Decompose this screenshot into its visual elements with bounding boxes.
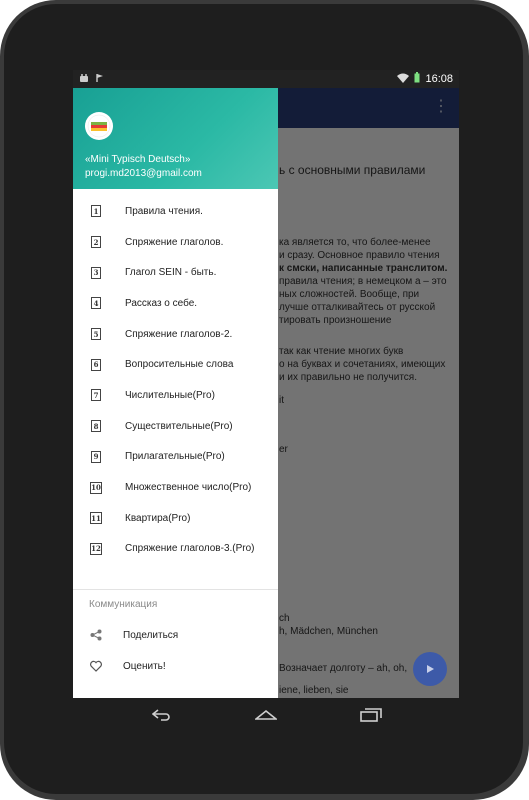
rate-label: Оценить!	[123, 660, 166, 672]
recents-button[interactable]	[358, 706, 384, 724]
menu-item-label: Квартира(Pro)	[125, 512, 191, 524]
menu-item-label: Спряжение глаголов-3.(Pro)	[125, 543, 255, 555]
menu-item-verb-sein[interactable]	[73, 257, 278, 288]
menu-item-label: Спряжение глаголов-2.	[125, 328, 233, 340]
share-icon	[89, 628, 103, 642]
drawer-menu	[73, 196, 278, 564]
wifi-icon	[397, 73, 409, 86]
menu-item-apartment[interactable]	[73, 503, 278, 534]
menu-item-label: Спряжение глаголов.	[125, 236, 224, 248]
number-9-icon: 9	[91, 451, 101, 463]
home-button[interactable]	[253, 706, 279, 724]
system-nav-bar	[73, 698, 459, 732]
number-6-icon: 6	[91, 359, 101, 371]
number-2-icon: 2	[91, 236, 101, 248]
menu-item-verb-conjugation[interactable]	[73, 227, 278, 258]
menu-item-verb-conjugation-2[interactable]	[73, 319, 278, 350]
battery-icon	[414, 72, 420, 86]
menu-item-reading-rules[interactable]	[73, 196, 278, 227]
menu-item-question-words[interactable]	[73, 349, 278, 380]
menu-item-label: Рассказ о себе.	[125, 297, 198, 309]
number-5-icon: 5	[91, 328, 101, 340]
menu-item-adjectives[interactable]	[73, 442, 278, 473]
number-10-icon: 10	[91, 483, 101, 493]
communication-section-title: Коммуникация	[89, 599, 158, 610]
menu-item-label: Числительные(Pro)	[125, 389, 215, 401]
number-4-icon: 4	[91, 297, 101, 309]
menu-item-plural[interactable]	[73, 472, 278, 503]
play-fab-button[interactable]	[413, 652, 447, 686]
menu-item-label: Вопросительные слова	[125, 359, 234, 371]
app-name: «Mini Typisch Deutsch»	[85, 154, 191, 165]
number-7-icon: 7	[91, 389, 101, 401]
app-logo	[85, 112, 113, 140]
back-button[interactable]	[149, 706, 175, 724]
menu-item-label: Глагол SEIN - быть.	[125, 267, 217, 279]
android-notification-icon	[79, 73, 89, 86]
menu-item-verb-conjugation-3[interactable]	[73, 534, 278, 565]
menu-divider	[73, 589, 278, 590]
menu-item-nouns[interactable]	[73, 411, 278, 442]
number-11-icon: 11	[91, 513, 101, 523]
menu-item-label: Множественное число(Pro)	[125, 482, 252, 494]
number-8-icon: 8	[91, 420, 101, 432]
menu-item-label: Правила чтения.	[125, 205, 203, 217]
clock: 16:08	[425, 73, 453, 85]
number-12-icon: 12	[91, 544, 101, 554]
recents-icon	[360, 708, 382, 722]
flag-notification-icon	[95, 73, 105, 86]
menu-item-numerals[interactable]	[73, 380, 278, 411]
menu-item-label: Существительные(Pro)	[125, 420, 233, 432]
screen	[73, 70, 459, 698]
rate-button[interactable]	[73, 651, 278, 681]
navigation-drawer	[73, 88, 278, 698]
menu-item-about-me[interactable]	[73, 288, 278, 319]
share-button[interactable]	[73, 620, 278, 650]
status-bar	[73, 70, 459, 88]
number-3-icon: 3	[91, 267, 101, 279]
home-icon	[255, 709, 277, 721]
heart-icon	[89, 659, 103, 673]
number-1-icon: 1	[91, 205, 101, 217]
account-email: progi.md2013@gmail.com	[85, 168, 202, 179]
drawer-header	[73, 88, 278, 189]
share-label: Поделиться	[123, 629, 179, 641]
play-icon	[425, 664, 435, 674]
back-icon	[152, 709, 172, 721]
menu-item-label: Прилагательные(Pro)	[125, 451, 225, 463]
